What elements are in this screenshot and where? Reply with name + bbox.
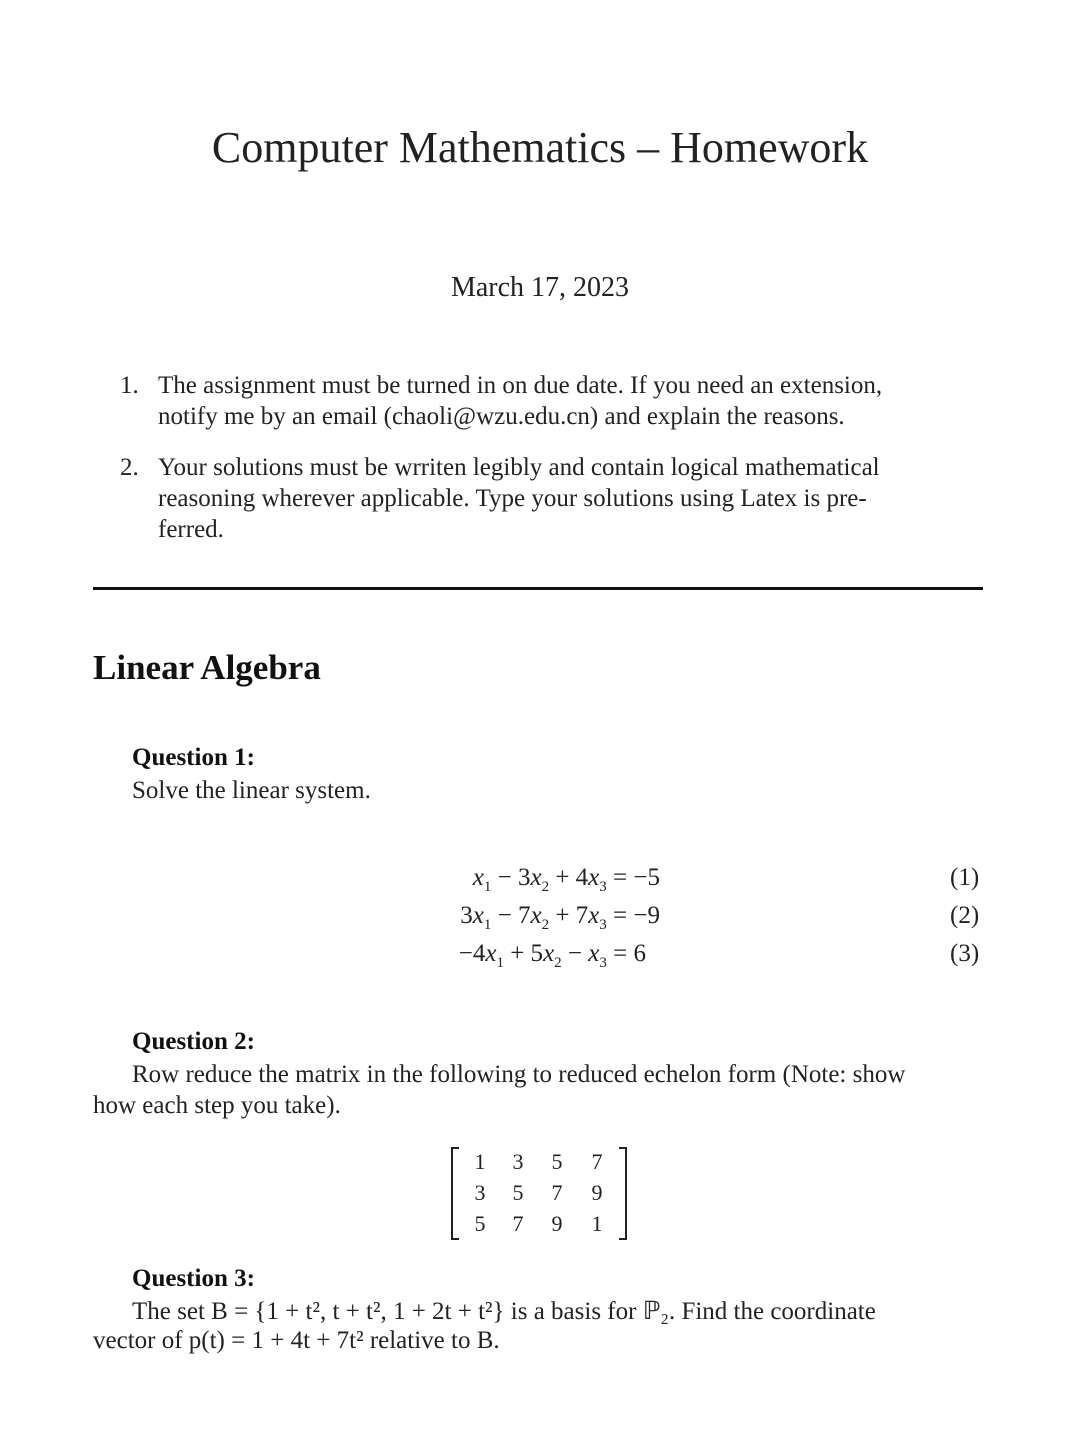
- equation-2: $3x_1 - 7x_2 + 7x_3 = -9$: [460, 902, 660, 933]
- matrix-cell: 1: [591, 1211, 603, 1236]
- question-3-line-2: vector of p(t) = 1 + 4t + 7t² relative to B.: [93, 1327, 500, 1354]
- matrix-cell: 3: [474, 1180, 486, 1205]
- document-title: Computer Mathematics – Homework: [211, 123, 869, 172]
- equation-2-number: (2): [950, 902, 980, 929]
- instruction-line: notify me by an email (chaoli@wzu.edu.cn) and explain the reasons.: [158, 403, 845, 430]
- horizontal-rule: [93, 587, 983, 590]
- equation-3: $-4x_1 + 5x_2 - x_3 = 6$: [458, 940, 646, 971]
- matrix-cell: 3: [512, 1149, 524, 1174]
- question-2-label: Question 2:: [132, 1028, 255, 1055]
- matrix-cell: 5: [474, 1211, 486, 1236]
- document-date: March 17, 2023: [450, 272, 630, 303]
- instruction-line: The assignment must be turned in on due date. If you need an extension,: [158, 372, 883, 399]
- equation-1-text: [0, 0, 1, 1]
- equation-1: $x_1 - 3x_2 + 4x_3 = -5$: [472, 864, 660, 895]
- equation-1-rhs: −5: [633, 864, 660, 891]
- instruction-item: [120, 452, 986, 545]
- instructions-list: [120, 370, 986, 565]
- instruction-number: 1.: [120, 372, 139, 399]
- matrix-left-bracket: [451, 1147, 459, 1240]
- equation-3-number: (3): [950, 940, 980, 967]
- section-heading: Linear Algebra: [93, 648, 321, 687]
- question-2-line-1: Row reduce the matrix in the following to reduced echelon form (Note: show: [132, 1061, 906, 1088]
- equation-2-rhs: −9: [633, 902, 660, 929]
- question-1-text: Solve the linear system.: [132, 777, 371, 804]
- question-2-line-2: how each step you take).: [93, 1092, 341, 1119]
- matrix-cell: 9: [551, 1211, 563, 1236]
- matrix: [451, 1147, 627, 1240]
- instruction-number: 2.: [120, 454, 139, 481]
- matrix-cell: 7: [512, 1211, 524, 1236]
- question-3-line-1: The set B = {1 + t², t + t², 1 + 2t + t²} is a basis for ℙ₂. Find the coordinate: [132, 1298, 876, 1325]
- instruction-line: reasoning wherever applicable. Type your solutions using Latex is pre-: [158, 485, 867, 512]
- matrix-cell: 1: [474, 1149, 486, 1174]
- matrix-cell: 9: [591, 1180, 603, 1205]
- instruction-line: Your solutions must be wrriten legibly and contain logical mathematical: [158, 454, 880, 481]
- matrix-cell: 7: [591, 1149, 603, 1174]
- matrix-right-bracket: [619, 1147, 627, 1240]
- question-1-label: Question 1:: [132, 744, 255, 771]
- question-3-label: Question 3:: [132, 1265, 255, 1292]
- matrix-cell: 5: [551, 1149, 563, 1174]
- instruction-item: [120, 370, 986, 432]
- instruction-line: ferred.: [158, 516, 224, 543]
- matrix-cell: 7: [551, 1180, 563, 1205]
- equation-3-rhs: 6: [633, 940, 646, 967]
- equation-1-number: (1): [950, 864, 980, 891]
- matrix-cell: 5: [512, 1180, 524, 1205]
